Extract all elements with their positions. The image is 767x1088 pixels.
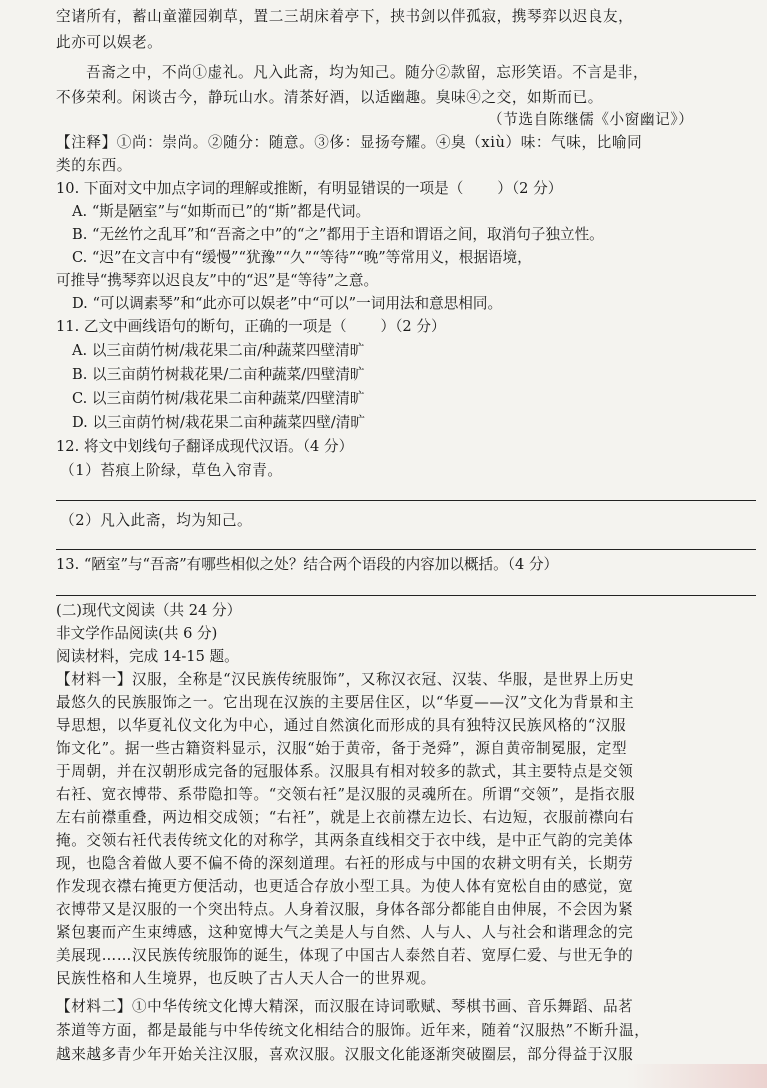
question-10-option-d: D. “可以调素琴”和“此亦可以娱老”中“可以”一词用法和意思相同。 bbox=[72, 295, 503, 312]
classical-line: 吾斋之中，不尚①虚礼。凡入此斋，均为知己。随分②款留，忘形笑语。不言是非， bbox=[86, 64, 649, 81]
material-1-line: 导思想，以华夏礼仪文化为中心，通过自然演化而形成的具有独特汉民族风格的“汉服 bbox=[56, 717, 627, 734]
question-10-text: 10. 下面对文中加点字词的理解或推断，有明显错误的一项是（ bbox=[56, 180, 464, 197]
question-12-sentence-1: （1）苔痕上阶绿，草色入帘青。 bbox=[60, 462, 283, 479]
classical-line: 不侈荣利。闲谈古今，静玩山水。清茶好酒，以适幽趣。臭味④之交，如斯而已。 bbox=[56, 89, 603, 106]
answer-line[interactable] bbox=[56, 549, 756, 550]
question-10-option-a: A. “斯是陋室”与“如斯而已”的“斯”都是代词。 bbox=[72, 203, 371, 220]
material-1-line: 右衽、宽衣博带、系带隐扣等。“交领右衽”是汉服的灵魂所在。所谓“交领”，是指衣服 bbox=[56, 786, 636, 803]
material-1-line: 于周朝，并在汉朝形成完备的冠服体系。汉服具有相对较多的款式，其主要特点是交领 bbox=[56, 763, 634, 780]
passage-source: （节选自陈继儒《小窗幽记》） bbox=[488, 111, 694, 128]
question-12-sentence-2: （2）凡入此斋，均为知己。 bbox=[60, 512, 253, 529]
question-12-stem: 12. 将文中划线句子翻译成现代汉语。（4 分） bbox=[56, 438, 354, 455]
material-1-line: 掩。交领右衽代表传统文化的对称学，其两条直线相交于衣中线，是中正气韵的完美体 bbox=[56, 832, 634, 849]
question-11-text: 11. 乙文中画线语句的断句，正确的一项是（ bbox=[56, 318, 347, 335]
classical-line: 此亦可以娱老。 bbox=[56, 34, 163, 51]
material-1-line: 现，也隐含着做人要不偏不倚的深刻道理。右衽的形成与中国的农耕文明有关，长期劳 bbox=[56, 855, 634, 872]
question-10-option-b: B. “无丝竹之乱耳”和“吾斋之中”的“之”都用于主语和谓语之间，取消句子独立性。 bbox=[72, 226, 604, 243]
question-11-option-d: D. 以三亩荫竹树/栽花果二亩种蔬菜四壁/清旷 bbox=[72, 414, 365, 431]
material-1-line: 紧包裹而产生束缚感，这种宽博大气之美是人与自然、人与人、人与社会和谐理念的完 bbox=[56, 924, 634, 941]
question-10-option-c: C. “迟”在文言中有“缓慢”“犹豫”“久”“等待”“晚”等常用义，根据语境， bbox=[72, 249, 532, 266]
answer-line[interactable] bbox=[56, 595, 756, 596]
material-2-line: 【材料二】①中华传统文化博大精深，而汉服在诗词歌赋、琴棋书画、音乐舞蹈、品茗 bbox=[56, 998, 634, 1015]
page-edge-mark bbox=[627, 1064, 767, 1088]
question-10-score: ）（2 分） bbox=[497, 180, 563, 197]
material-1-line: 最悠久的民族服饰之一。它出现在汉族的主要居住区，以“华夏——汉”文化为背景和主 bbox=[56, 694, 635, 711]
annotation-line: 【注释】①尚：崇尚。②随分：随意。③侈：显扬夸耀。④臭（xiù）味：气味，比喻同 bbox=[56, 134, 643, 151]
material-2-line: 茶道等方面，都是最能与中华传统文化相结合的服饰。近年来，随着“汉服热”不断升温， bbox=[56, 1022, 650, 1039]
material-1-line: 作发现衣襟右掩更方便活动，也更适合存放小型工具。为使人体有宽松自由的感觉，宽 bbox=[56, 878, 634, 895]
material-1-line: 饰文化”。据一些古籍资料显示，汉服“始于黄帝，备于尧舜”，源自黄帝制冕服，定型 bbox=[56, 740, 628, 757]
question-11-score: ）（2 分） bbox=[380, 318, 446, 335]
question-10-stem bbox=[56, 178, 756, 200]
question-11-option-b: B. 以三亩荫竹树栽花果/二亩种蔬菜/四壁清旷 bbox=[72, 366, 365, 383]
material-2-line: 越来越多青少年开始关注汉服，喜欢汉服。汉服文化能逐渐突破圈层，部分得益于汉服 bbox=[56, 1046, 634, 1063]
material-1-line: 【材料一】汉服，全称是“汉民族传统服饰”，又称汉衣冠、汉装、华服，是世界上历史 bbox=[56, 671, 635, 688]
material-1-line: 左右前襟重叠，两边相交成领；“右衽”，就是上衣前襟左边长、右边短，衣服前襟向右 bbox=[56, 809, 635, 826]
annotation-line: 类的东西。 bbox=[56, 157, 132, 174]
material-1-line: 美展现……汉民族传统服饰的诞生，体现了中国古人泰然自若、宽厚仁爱、与世无争的 bbox=[56, 947, 634, 964]
section-subtitle: 非文学作品阅读(共 6 分) bbox=[56, 625, 218, 642]
question-11-option-a: A. 以三亩荫竹树/栽花果二亩/种蔬菜四壁清旷 bbox=[72, 342, 365, 359]
question-11-stem bbox=[56, 316, 756, 338]
section-instruction: 阅读材料，完成 14-15 题。 bbox=[56, 648, 239, 665]
material-1-line: 衣博带又是汉服的一个突出特点。人身着汉服，身体各部分都能自由伸展，不会因为紧 bbox=[56, 901, 634, 918]
classical-line: 空诸所有，蓄山童灌园剃草，置二三胡床着亭下，挟书剑以伴孤寂，携琴弈以迟良友， bbox=[56, 8, 634, 25]
question-13-stem: 13. “陋室”与“吾斋”有哪些相似之处？结合两个语段的内容加以概括。（4 分） bbox=[56, 556, 559, 573]
question-11-option-c: C. 以三亩荫竹树/栽花果二亩种蔬菜/四壁清旷 bbox=[72, 390, 365, 407]
answer-line[interactable] bbox=[56, 500, 756, 501]
section-title: (二)现代文阅读（共 24 分） bbox=[56, 602, 242, 619]
material-1-line: 民族性格和人生境界，也反映了古人天人合一的世界观。 bbox=[56, 970, 436, 987]
question-10-option-c-cont: 可推导“携琴弈以迟良友”中的“迟”是“等待”之意。 bbox=[56, 272, 379, 289]
